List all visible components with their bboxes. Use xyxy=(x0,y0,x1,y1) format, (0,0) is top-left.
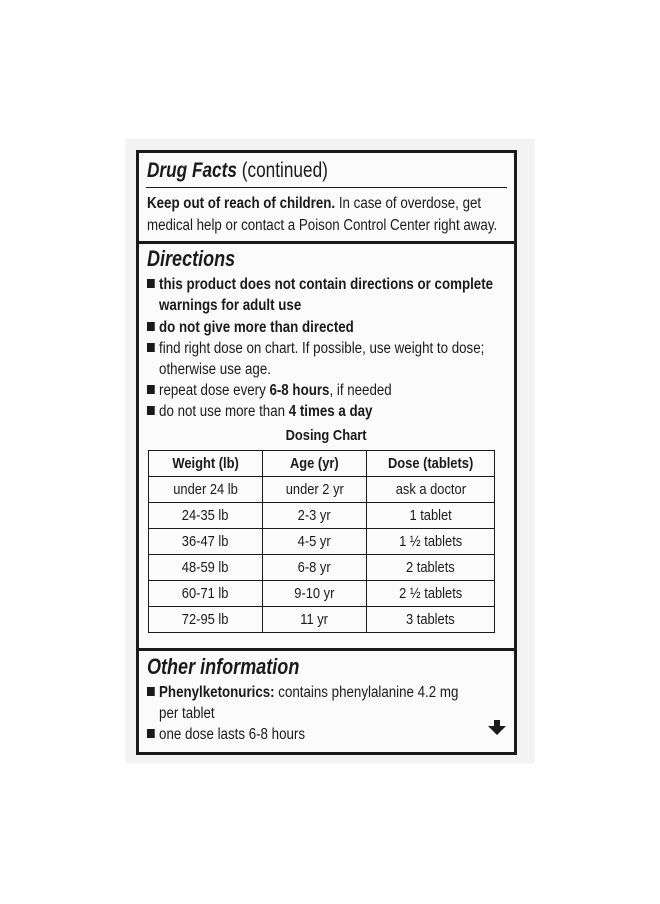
cell-text: 72-95 lb xyxy=(182,611,229,628)
bullet-square-icon xyxy=(147,729,155,738)
header-age xyxy=(263,451,367,477)
directions-heading: Directions xyxy=(147,246,236,271)
other-info-bullet-1 xyxy=(147,683,458,703)
drug-facts-panel xyxy=(136,150,517,755)
other-info-b1-rest: contains phenylalanine 4.2 mg xyxy=(274,684,459,701)
cell-text: 4-5 yr xyxy=(298,533,332,550)
title-bold: Drug Facts xyxy=(147,159,237,182)
cell-text: ask a doctor xyxy=(395,481,466,498)
section-rule-other-info xyxy=(139,648,514,651)
table-header-row xyxy=(149,451,495,477)
keep-out-line-2: medical help or contact a Poison Control Center right away. xyxy=(147,217,498,234)
drug-facts-title xyxy=(147,159,328,183)
directions-b2: do not give more than directed xyxy=(159,319,354,336)
directions-b1-line1: this product does not contain directions or complete xyxy=(159,276,494,293)
cell-text: 60-71 lb xyxy=(182,585,229,602)
directions-bullet-1-cont: warnings for adult use xyxy=(159,297,302,314)
cell-text: 9-10 yr xyxy=(294,585,335,602)
directions-b4-post: , if needed xyxy=(329,382,392,399)
table-row xyxy=(149,503,495,529)
other-info-heading: Other information xyxy=(147,654,300,679)
dosing-chart-table xyxy=(148,450,495,633)
header-weight xyxy=(149,451,263,477)
cell-dose xyxy=(366,555,494,581)
dosing-chart-title xyxy=(139,427,514,444)
cell-text: 6-8 yr xyxy=(298,559,332,576)
directions-bullet-4 xyxy=(147,381,392,401)
cell-weight xyxy=(149,477,263,503)
cell-text: 1 ½ tablets xyxy=(398,533,463,550)
cell-text: 11 yr xyxy=(300,611,329,628)
cell-text: 2 tablets xyxy=(406,559,455,576)
other-info-bullet-2 xyxy=(147,725,305,745)
directions-b3-line1: find right dose on chart. If possible, use weight to dose; xyxy=(159,340,485,357)
bullet-square-icon xyxy=(147,322,155,331)
header-weight-text: Weight (lb) xyxy=(172,455,239,472)
cell-text: under 24 lb xyxy=(173,481,238,498)
cell-age xyxy=(263,581,367,607)
arrow-down-icon xyxy=(488,726,506,735)
directions-b4-pre: repeat dose every xyxy=(159,382,270,399)
cell-weight xyxy=(149,529,263,555)
cell-dose xyxy=(366,503,494,529)
bullet-square-icon xyxy=(147,406,155,415)
header-age-text: Age (yr) xyxy=(290,455,339,472)
cell-age xyxy=(263,477,367,503)
cell-dose xyxy=(366,581,494,607)
cell-weight xyxy=(149,607,263,633)
directions-b5-bold: 4 times a day xyxy=(288,403,373,420)
cell-age xyxy=(263,555,367,581)
other-info-b2: one dose lasts 6-8 hours xyxy=(159,726,306,743)
directions-bullet-2 xyxy=(147,318,354,338)
cell-text: under 2 yr xyxy=(285,481,344,498)
header-dose-text: Dose (tablets) xyxy=(387,455,474,472)
table-row xyxy=(149,607,495,633)
table-row xyxy=(149,581,495,607)
cell-text: 2 ½ tablets xyxy=(398,585,463,602)
cell-age xyxy=(263,503,367,529)
keep-out-bold: Keep out of reach of children. xyxy=(147,195,336,212)
table-row xyxy=(149,529,495,555)
bullet-square-icon xyxy=(147,687,155,696)
cell-weight xyxy=(149,581,263,607)
cell-age xyxy=(263,607,367,633)
bullet-square-icon xyxy=(147,385,155,394)
header-dose xyxy=(366,451,494,477)
keep-out-line-1 xyxy=(147,194,481,214)
section-rule-directions xyxy=(139,241,514,244)
directions-bullet-3-cont: otherwise use age. xyxy=(159,361,271,378)
cell-text: 36-47 lb xyxy=(182,533,229,550)
directions-b5-pre: do not use more than xyxy=(159,403,289,420)
cell-text: 24-35 lb xyxy=(182,507,229,524)
table-row xyxy=(149,555,495,581)
other-info-bullet-1-cont: per tablet xyxy=(159,705,215,722)
directions-bullet-1 xyxy=(147,275,493,295)
directions-bullet-3 xyxy=(147,339,484,359)
other-info-b1-bold: Phenylketonurics: xyxy=(159,684,275,701)
bullet-square-icon xyxy=(147,343,155,352)
cell-dose xyxy=(366,477,494,503)
cell-weight xyxy=(149,555,263,581)
cell-dose xyxy=(366,607,494,633)
cell-dose xyxy=(366,529,494,555)
dosing-chart-title-text: Dosing Chart xyxy=(285,427,367,444)
cell-age xyxy=(263,529,367,555)
bullet-square-icon xyxy=(147,279,155,288)
title-divider xyxy=(146,187,507,188)
directions-b4-bold: 6-8 hours xyxy=(269,382,330,399)
cell-text: 1 tablet xyxy=(409,507,452,524)
table-row xyxy=(149,477,495,503)
cell-weight xyxy=(149,503,263,529)
title-continued: (continued) xyxy=(236,159,328,182)
cell-text: 48-59 lb xyxy=(182,559,229,576)
directions-bullet-5 xyxy=(147,402,372,422)
cell-text: 3 tablets xyxy=(406,611,455,628)
keep-out-rest: In case of overdose, get xyxy=(335,195,482,212)
cell-text: 2-3 yr xyxy=(298,507,332,524)
